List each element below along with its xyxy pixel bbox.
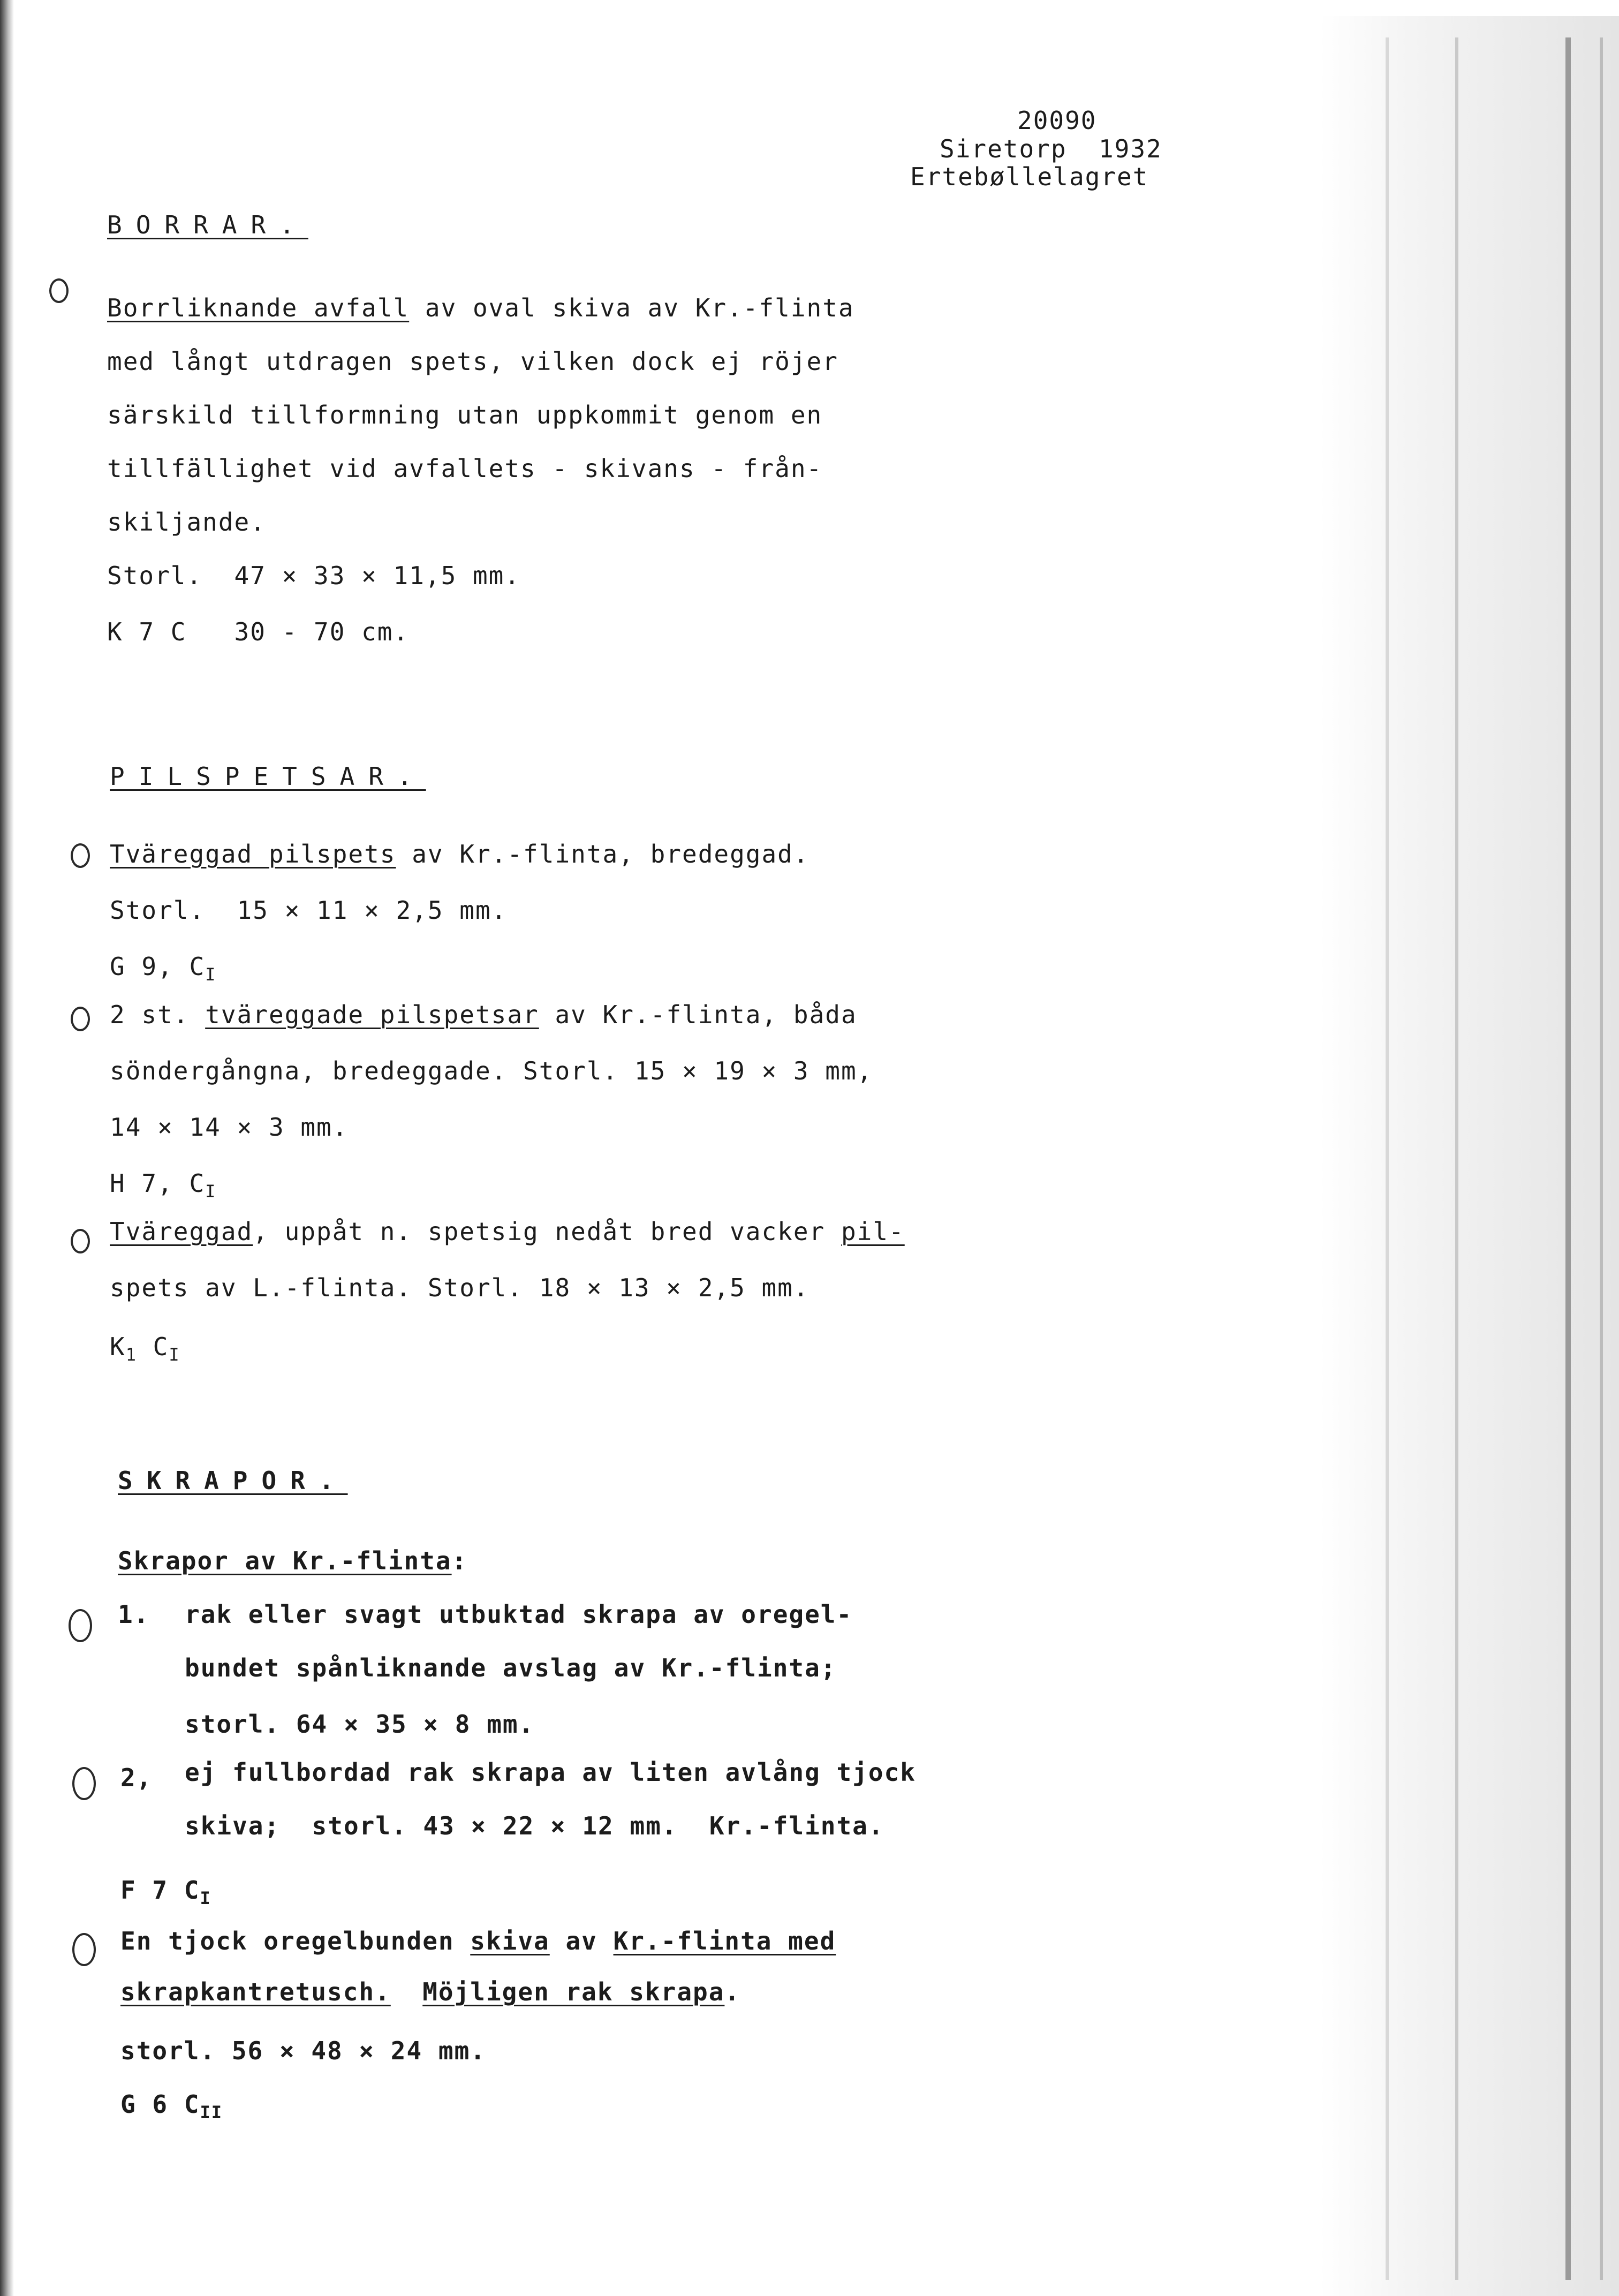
- borrar-item1-line3: särskild tillformning utan uppkommit genom en: [107, 401, 823, 429]
- skrapor-item3-line1: En tjock oregelbunden skiva av Kr.-flinta med: [120, 1927, 836, 1955]
- circle-mark-icon: [49, 278, 69, 303]
- pilspetsar-item2-line2: söndergångna, bredeggade. Storl. 15 × 19 × 3 mm,: [110, 1056, 873, 1085]
- pilspetsar-item2-line3: 14 × 14 × 3 mm.: [110, 1113, 349, 1142]
- skrapor-item1-line2: bundet spånliknande avslag av Kr.-flinta;: [185, 1653, 837, 1682]
- section-heading-pilspetsar: PILSPETSAR.: [110, 762, 426, 791]
- skrapor-item1-line1: rak eller svagt utbuktad skrapa av oregel-: [185, 1600, 853, 1629]
- site-year: Siretorp 1932: [940, 134, 1162, 163]
- circle-mark-icon: [71, 1007, 90, 1031]
- pilspetsar-item3-ref: $K_1$ $C_I$: [110, 1332, 180, 1365]
- pilspetsar-item2-line1: 2 st. tväreggade pilspetsar av Kr.-flinta, båda: [110, 1000, 857, 1029]
- pilspetsar-item3-line2: spets av L.-flinta. Storl. 18 × 13 × 2,5 mm.: [110, 1273, 810, 1302]
- section-heading-skrapor: SKRAPOR.: [118, 1466, 348, 1495]
- skrapor-subheading: Skrapor av Kr.-flinta:: [118, 1546, 468, 1575]
- skrapor-item3-size: storl. 56 × 48 × 24 mm.: [120, 2036, 486, 2065]
- borrar-item1-line4: tillfällighet vid avfallets - skivans - från-: [107, 454, 823, 483]
- circle-mark-icon: [72, 1767, 96, 1800]
- circle-mark-icon: [71, 1229, 90, 1253]
- borrar-item1-line5: skiljande.: [107, 508, 266, 537]
- pilspetsar-item1-line1: Tväreggad pilspets av Kr.-flinta, bredeggad.: [110, 840, 810, 868]
- borrar-item1-ref: K 7 C 30 - 70 cm.: [107, 617, 410, 646]
- skrapor-item1-num: 1.: [118, 1600, 150, 1629]
- pilspetsar-item1-ref: G 9, $C_I$: [110, 952, 217, 985]
- skrapor-item3-ref: G 6 $C_{II}$: [120, 2090, 223, 2123]
- skrapor-item2-num: 2,: [120, 1763, 153, 1792]
- catalogue-number: 20090: [1017, 106, 1097, 135]
- page-edge-shadow: [0, 0, 14, 2296]
- skrapor-item1-line3: storl. 64 × 35 × 8 mm.: [185, 1710, 535, 1739]
- pilspetsar-item2-ref: H 7, $C_I$: [110, 1169, 217, 1202]
- borrar-item1-line2: med långt utdragen spets, vilken dock ej röjer: [107, 347, 838, 376]
- skrapor-items12-ref: F 7 $C_I$: [120, 1876, 211, 1908]
- circle-mark-icon: [69, 1609, 92, 1642]
- pilspetsar-item1-size: Storl. 15 × 11 × 2,5 mm.: [110, 896, 508, 925]
- binder-strip: [1319, 16, 1619, 2296]
- pilspetsar-item3-line1: Tväreggad, uppåt n. spetsig nedåt bred vacker pil-: [110, 1217, 905, 1246]
- circle-mark-icon: [72, 1933, 96, 1966]
- circle-mark-icon: [71, 843, 90, 868]
- section-heading-borrar: BORRAR.: [107, 210, 308, 239]
- skrapor-item2-line1: ej fullbordad rak skrapa av liten avlång tjock: [185, 1758, 916, 1787]
- layer-name: Ertebøllelagret: [910, 162, 1149, 191]
- borrar-item1-size: Storl. 47 × 33 × 11,5 mm.: [107, 561, 521, 590]
- borrar-item1-line1: Borrliknande avfall av oval skiva av Kr.-flinta: [107, 293, 854, 322]
- skrapor-item3-line2: skrapkantretusch. Möjligen rak skrapa.: [120, 1977, 741, 2006]
- skrapor-item2-line2: skiva; storl. 43 × 22 × 12 mm. Kr.-flinta.: [185, 1811, 884, 1840]
